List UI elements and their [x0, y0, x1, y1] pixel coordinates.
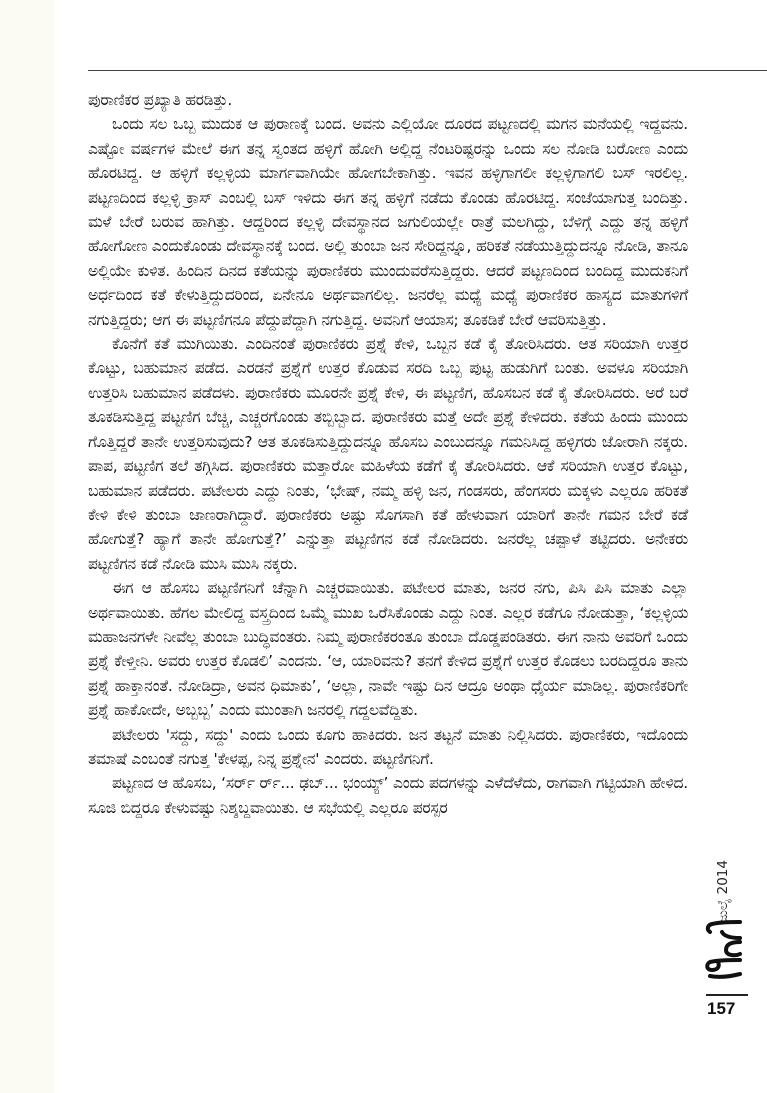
- page-left-margin-strip: [0, 0, 54, 1093]
- article-paragraph: ಕೊನೆಗೆ ಕತೆ ಮುಗಿಯಿತು. ಎಂದಿನಂತೆ ಪುರಾಣಿಕರು ಪ್ರಶ್ನೆ ಕೇಳಿ, ಒಬ್ಬನ ಕಡೆ ಕೈ ತೋರಿಸಿದರು. ಆತ ಸರಿಯಾಗಿ ಉತ್ತರ ಕೊಟ್ಟು, ಬಹುಮಾನ ಪಡೆದ. ಎರಡನೆ ಪ್ರಶ್ನೆಗೆ ಉತ್ತರ ಕೊಡುವ ಸರದಿ ಒಬ್ಬ ಪುಟ್ಟ ಹುಡುಗಿಗೆ ಬಂತು. ಅವಳೂ ಸರಿಯಾಗಿ ಉತ್ತರಿಸಿ ಬಹುಮಾನ ಪಡೆದಳು. ಪುರಾಣಿಕರು ಮೂರನೇ ಪ್ರಶ್ನೆ ಕೇಳಿ, ಈ ಪಟ್ಟಣಿಗ, ಹೊಸಬನ ಕಡೆ ಕೈ ತೋರಿಸಿದರು. ಅರೆ ಬರೆ ತೂಕಡಿಸುತ್ತಿದ್ದ ಪಟ್ಟಣಿಗ ಬೆಚ್ಚಿ, ಎಚ್ಚರಗೊಂಡು ತಬ್ಬಿಬ್ಬಾದ. ಪುರಾಣಿಕರು ಮತ್ತೆ ಅದೇ ಪ್ರಶ್ನೆ ಕೇಳಿದರು. ಕತೆಯ ಹಿಂದು ಮುಂದು ಗೊತ್ತಿದ್ದರೆ ತಾನೇ ಉತ್ತರಿಸುವುದು? ಆತ ತೂಕಡಿಸುತ್ತಿದ್ದುದನ್ನೂ ಹೊಸಬ ಎಂಬುದನ್ನೂ ಗಮನಿಸಿದ್ದ ಹಳ್ಳಿಗರು ಜೋರಾಗಿ ನಕ್ಕರು. ಪಾಪ, ಪಟ್ಟಣಿಗ ತಲೆ ತಗ್ಗಿಸಿದ. ಪುರಾಣಿಕರು ಮತ್ತಾರೋ ಮಹಿಳೆಯ ಕಡೆಗೆ ಕೈ ತೋರಿಸಿದರು. ಆಕೆ ಸರಿಯಾಗಿ ಉತ್ತರ ಕೊಟ್ಟು, ಬಹುಮಾನ ಪಡೆದರು. ಪಟೇಲರು ಎದ್ದು ನಿಂತು, ‘ಭೇಷ್, ನಮ್ಮ ಹಳ್ಳಿ ಜನ, ಗಂಡಸರು, ಹೆಂಗಸರು ಮಕ್ಕಳು ಎಲ್ಲರೂ ಹರಿಕತೆ ಕೇಳಿ ಕೇಳಿ ತುಂಬಾ ಜಾಣರಾಗಿದ್ದಾರೆ. ಪುರಾಣಿಕರು ಅಷ್ಟು ಸೊಗಸಾಗಿ ಕತೆ ಹೇಳುವಾಗ ಯಾರಿಗೆ ತಾನೇ ಗಮನ ಬೇರೆ ಕಡೆ ಹೋಗುತ್ತೆ? ಹ್ಯಾಗೆ ತಾನೇ ಹೋಗುತ್ತೆ?’ ಎನ್ನುತ್ತಾ ಪಟ್ಟಣಿಗನ ಕಡೆ ನೋಡಿದರು. ಜನರೆಲ್ಲ ಚಪ್ಪಾಳೆ ತಟ್ಟಿದರು. ಅನೇಕರು ಪಟ್ಟಣಿಗನ ಕಡೆ ನೋಡಿ ಮುಸಿ ಮುಸಿ ನಕ್ಕರು.: [88, 335, 688, 573]
- issue-date: ಜುಲೈ 2014: [715, 860, 731, 924]
- article-paragraph: ಪಟೇಲರು 'ಸದ್ದು, ಸದ್ದು' ಎಂದು ಒಂದು ಕೂಗು ಹಾಕಿದರು. ಜನ ತಟ್ಟನೆ ಮಾತು ನಿಲ್ಲಿಸಿದರು. ಪುರಾಣಿಕರು, ಇದೊಂದು ತಮಾಷೆ ಎಂಬಂತೆ ನಗುತ್ತ 'ಕೇಳಪ್ಪ, ನಿನ್ನ ಪ್ರಶ್ನೇನ' ಎಂದರು. ಪಟ್ಟಣಿಗನಿಗೆ.: [88, 725, 688, 768]
- article-paragraph: ಈಗ ಆ ಹೊಸಬ ಪಟ್ಟಣಿಗನಿಗೆ ಚೆನ್ನಾಗಿ ಎಚ್ಚರವಾಯಿತು. ಪಟೇಲರ ಮಾತು, ಜನರ ನಗು, ಪಿಸಿ ಪಿಸಿ ಮಾತು ಎಲ್ಲಾ ಅರ್ಥವಾಯಿತು. ಹೆಗಲ ಮೇಲಿದ್ದ ವಸ್ತ್ರದಿಂದ ಒಮ್ಮೆ ಮುಖ ಒರೆಸಿಕೊಂಡು ಎದ್ದು ನಿಂತ. ಎಲ್ಲರ ಕಡೆಗೂ ನೋಡುತ್ತಾ, ‘ಕಲ್ಲಳ್ಳಿಯ ಮಹಾಜನಗಳೇ ನೀವೆಲ್ಲ ತುಂಬಾ ಬುದ್ಧಿವಂತರು. ನಿಮ್ಮ ಪುರಾಣಿಕರಂತೂ ತುಂಬಾ ದೊಡ್ಡಪಂಡಿತರು. ಈಗ ನಾನು ಅವರಿಗೆ ಒಂದು ಪ್ರಶ್ನೆ ಕೇಳ್ತೀನಿ. ಅವರು ಉತ್ತರ ಕೊಡಲಿ’ ಎಂದನು. ‘ಆ, ಯಾರಿವನು? ತನಗೆ ಕೇಳಿದ ಪ್ರಶ್ನೆಗೆ ಉತ್ತರ ಕೊಡಲು ಬರದಿದ್ದರೂ ತಾನು ಪ್ರಶ್ನೆ ಹಾಕ್ತಾನಂತೆ. ನೋಡಿದ್ರಾ, ಅವನ ಧಿಮಾಕು’, ‘ಅಲ್ಲಾ, ನಾವೇ ಇಷ್ಟು ದಿನ ಆದ್ರೂ ಅಂಥಾ ಧೈರ್ಯ ಮಾಡಿಲ್ಲ. ಪುರಾಣಿಕರಿಗೇ ಪ್ರಶ್ನೆ ಹಾಕೋದೇ, ಅಬ್ಬಬ್ಬ’ ಎಂದು ಮುಂತಾಗಿ ಜನರಲ್ಲಿ ಗದ್ದಲವೆದ್ದಿತು.: [88, 579, 688, 720]
- page-number-rule: [706, 994, 748, 996]
- page-number: 157: [707, 999, 736, 1018]
- top-divider: [88, 70, 767, 71]
- article-paragraph: ಪಟ್ಟಣದ ಆ ಹೊಸಬ, ‘ಸರ್ರ್ ರ್ರ್... ಢಬ್... ಭಂಯ್ಯ್’ ಎಂದು ಪದಗಳನ್ನು ಎಳೆದೆಳೆದು, ರಾಗವಾಗಿ ಗಟ್ಟಿಯಾಗಿ ಹೇಳಿದ. ಸೂಜಿ ಬಿದ್ದರೂ ಕೇಳುವಷ್ಟು ನಿಶ್ಶಬ್ದವಾಯಿತು. ಆ ಸಭೆಯಲ್ಲಿ ಎಲ್ಲರೂ ಪರಸ್ಪರ: [88, 774, 688, 817]
- article-paragraph: ಒಂದು ಸಲ ಒಬ್ಬ ಮುದುಕ ಆ ಪುರಾಣಕ್ಕೆ ಬಂದ. ಅವನು ಎಲ್ಲಿಯೋ ದೂರದ ಪಟ್ಟಣದಲ್ಲಿ ಮಗನ ಮನೆಯಲ್ಲಿ ಇದ್ದವನು. ಎಷ್ಟೋ ವರ್ಷಗಳ ಮೇಲೆ ಈಗ ತನ್ನ ಸ್ವಂತದ ಹಳ್ಳಿಗೆ ಹೋಗಿ ಅಲ್ಲಿದ್ದ ನೆಂಟರಿಷ್ಟರನ್ನು ಒಂದು ಸಲ ನೋಡಿ ಬರೋಣ ಎಂದು ಹೊರಟಿದ್ದ. ಆ ಹಳ್ಳಿಗೆ ಕಲ್ಲಳ್ಳಿಯ ಮಾರ್ಗವಾಗಿಯೇ ಹೋಗಬೇಕಾಗಿತ್ತು. ಇವನ ಹಳ್ಳಿಗಾಗಲೀ ಕಲ್ಲಳ್ಳಿಗಾಗಲಿ ಬಸ್ ಇರಲಿಲ್ಲ. ಪಟ್ಟಣದಿಂದ ಕಲ್ಲಳ್ಳಿ ಕ್ರಾಸ್ ಎಂಬಲ್ಲಿ ಬಸ್ ಇಳಿದು ಈಗ ತನ್ನ ಹಳ್ಳಿಗೆ ನಡೆದು ಕೊಂಡು ಹೊರಟಿದ್ದ. ಸಂಜೆಯಾಗುತ್ತ ಬಂದಿತ್ತು. ಮಳೆ ಬೇರೆ ಬರುವ ಹಾಗಿತ್ತು. ಆದ್ದರಿಂದ ಕಲ್ಲಳ್ಳಿ ದೇವಸ್ಥಾನದ ಜಗುಲಿಯಲ್ಲೇ ರಾತ್ರೆ ಮಲಗಿದ್ದು, ಬೆಳಿಗ್ಗೆ ಎದ್ದು ತನ್ನ ಹಳ್ಳಿಗೆ ಹೋಗೋಣ ಎಂದುಕೊಂಡು ದೇವಸ್ಥಾನಕ್ಕೆ ಬಂದ. ಅಲ್ಲಿ ತುಂಬಾ ಜನ ಸೇರಿದ್ದನ್ನೂ, ಹರಿಕತೆ ನಡೆಯುತ್ತಿದ್ದುದನ್ನೂ ನೋಡಿ, ತಾನೂ ಅಲ್ಲಿಯೇ ಕುಳಿತ. ಹಿಂದಿನ ದಿನದ ಕತೆಯನ್ನು ಪುರಾಣಿಕರು ಮುಂದುವರೆಸುತ್ತಿದ್ದರು. ಆದರೆ ಪಟ್ಟಣದಿಂದ ಬಂದಿದ್ದ ಮುದುಕನಿಗೆ ಅರ್ಧದಿಂದ ಕತೆ ಕೇಳುತ್ತಿದ್ದುದರಿಂದ, ಏನೇನೂ ಅರ್ಥವಾಗಲಿಲ್ಲ. ಜನರೆಲ್ಲ ಮಧ್ಯೆ ಮಧ್ಯೆ ಪುರಾಣಿಕರ ಹಾಸ್ಯದ ಮಾತುಗಳಿಗೆ ನಗುತ್ತಿದ್ದರು; ಆಗ ಈ ಪಟ್ಟಣಿಗನೂ ಪೆದ್ದುಪೆದ್ದಾಗಿ ನಗುತ್ತಿದ್ದ. ಅವನಿಗೆ ಆಯಾಸ; ತೂಕಡಿಕೆ ಬೇರೆ ಆವರಿಸುತ್ತಿತ್ತು.: [88, 115, 688, 329]
- article-paragraph: ಪುರಾಣಿಕರ ಪ್ರಖ್ಯಾತಿ ಹರಡಿತ್ತು.: [88, 91, 233, 109]
- article-body: [88, 88, 688, 820]
- magazine-logo: [702, 918, 748, 982]
